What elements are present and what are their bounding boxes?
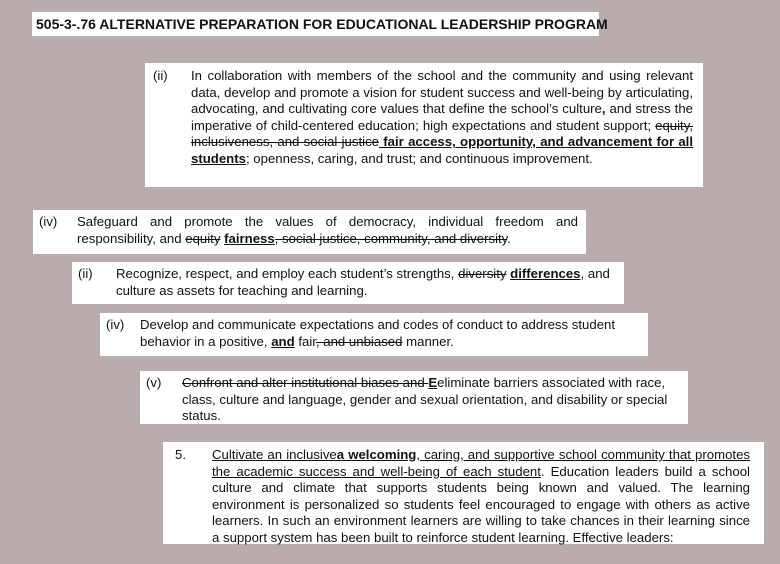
excerpt-5-cultivate (163, 442, 764, 544)
text-segment: fair (294, 333, 316, 349)
text-segment: Develop and communicate expectations and codes of conduct to address student behavior in a positive, (140, 317, 616, 349)
excerpt-ii-vision (145, 63, 703, 187)
item-text (77, 214, 578, 247)
item-number: (iv) (39, 214, 58, 229)
text-segment: manner. (402, 333, 454, 349)
deleted-text: , social justice, community, and diversity (274, 230, 508, 246)
inserted-text: a welcoming (336, 447, 417, 462)
excerpt-iv-conduct (100, 313, 648, 356)
inserted-text: and (271, 333, 295, 349)
excerpt-v-barriers (140, 371, 688, 424)
inserted-text: fairness (224, 230, 275, 246)
excerpt-iv-safeguard (33, 210, 586, 254)
text-segment: ; openness, caring, and trust; and continuous improvement. (245, 150, 593, 166)
text-segment: Safeguard and promote the values of democracy, individual freedom and responsibility, and (77, 214, 578, 246)
text-segment: eliminate barriers associated with race, class, culture and language, gender and sexual orientation, and disability or special status. (182, 375, 668, 424)
text-segment: and stress the imperative of child-centered education; high expectations and student support; (191, 101, 694, 133)
item-text (212, 447, 750, 547)
text-segment: . (507, 230, 511, 246)
item-text (191, 68, 693, 168)
inserted-text: fair access, opportunity, and advancement for all students (191, 134, 694, 166)
inserted-text: E (428, 375, 438, 390)
deleted-text: an inclusive (267, 447, 337, 462)
item-text (182, 375, 680, 425)
text-segment: , and culture as assets for teaching and learning. (116, 266, 610, 298)
item-number: (iv) (106, 317, 125, 332)
item-text (140, 317, 640, 350)
item-number: (v) (146, 375, 162, 390)
underlined-text: , caring, and supportive school community that promotes the academic success and well-being of each student (212, 447, 750, 479)
page-title (32, 12, 608, 36)
item-text (116, 266, 616, 299)
deleted-text: equity (185, 230, 221, 246)
deleted-text: equity, inclusiveness, and social justice (191, 117, 693, 150)
deleted-text: diversity (458, 266, 507, 281)
deleted-text: , and unbiased (315, 333, 403, 349)
inserted-text: , (601, 101, 606, 117)
underlined-text: Cultivate (212, 447, 268, 462)
item-number: 5. (175, 447, 186, 462)
heading-text: 505-3-.76 ALTERNATIVE PREPARATION FOR EDUCATIONAL LEADERSHIP PROGRAM (36, 16, 608, 32)
item-number: (ii) (153, 68, 168, 83)
text-segment: Recognize, respect, and employ each student’s strengths, (116, 266, 459, 281)
inserted-text: differences (510, 266, 581, 281)
text-segment: . Education leaders build a school culture and climate that supports students being known and valued. The learning environment is personalized so students feel encouraged to engage with others as active learners. In such an environment learners are willing to take chances in their learning since a support system has been built to reinforce student learning. Effective leaders: (212, 463, 750, 545)
deleted-text: Confront and alter institutional biases and (182, 375, 429, 390)
item-number: (ii) (78, 266, 93, 281)
text-segment: In collaboration with members of the school and the community and using relevant data, develop and promote a vision for student success and well-being by articulating, advocating, and cultivating core values that define the school’s culture (191, 68, 693, 117)
excerpt-ii-recognize (72, 262, 624, 304)
